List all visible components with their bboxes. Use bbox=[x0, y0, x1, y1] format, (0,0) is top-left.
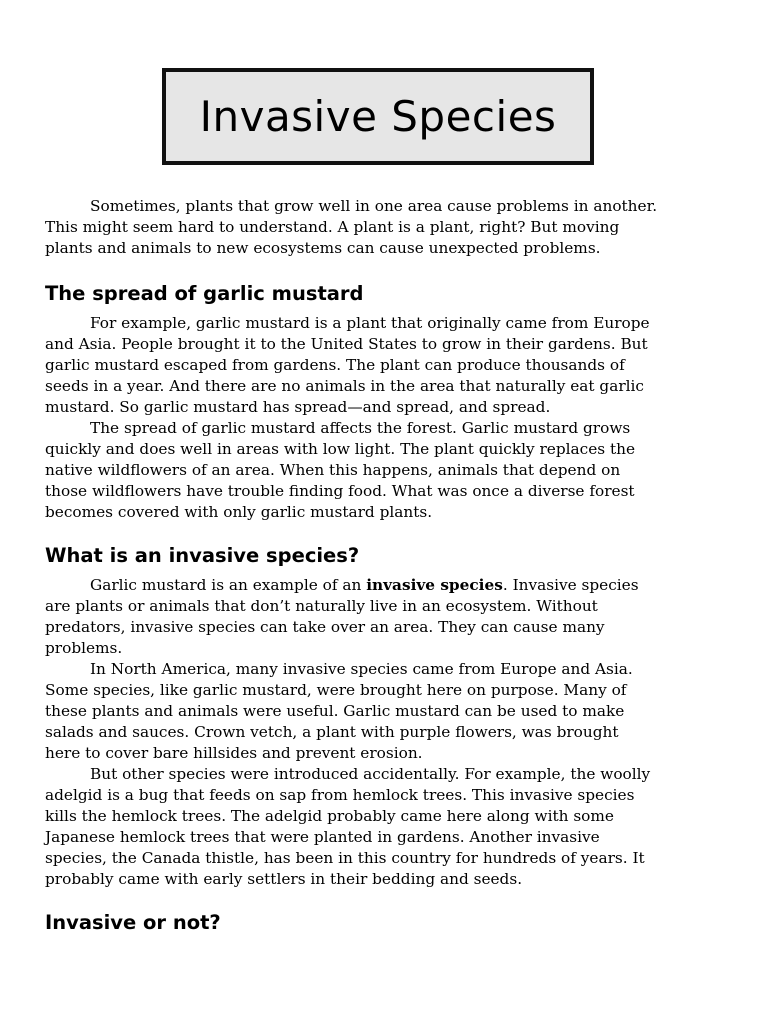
text-line: here to cover bare hillsides and prevent erosion. bbox=[45, 744, 423, 762]
document-body bbox=[45, 196, 725, 936]
text-line: This might seem hard to understand. A plant is a plant, right? But moving bbox=[45, 218, 620, 236]
bold-term: invasive species bbox=[366, 576, 503, 594]
title-box bbox=[162, 68, 594, 165]
text-line: and Asia. People brought it to the United States to grow in their gardens. But bbox=[45, 335, 648, 353]
text-line: probably came with early settlers in their bedding and seeds. bbox=[45, 870, 523, 888]
text-line: are plants or animals that don’t naturally live in an ecosystem. Without bbox=[45, 597, 598, 615]
garlic-mustard-paragraph-2 bbox=[45, 418, 725, 523]
section-heading-invasive-species: What is an invasive species? bbox=[45, 544, 360, 567]
intro-paragraph bbox=[45, 196, 725, 259]
text-line: But other species were introduced accidentally. For example, the woolly bbox=[90, 765, 651, 783]
text-line: kills the hemlock trees. The adelgid probably came here along with some bbox=[45, 807, 614, 825]
text-line: Sometimes, plants that grow well in one area cause problems in another. bbox=[90, 197, 658, 215]
text-line: species, the Canada thistle, has been in this country for hundreds of years. It bbox=[45, 849, 645, 867]
text-line: adelgid is a bug that feeds on sap from hemlock trees. This invasive species bbox=[45, 786, 635, 804]
garlic-mustard-paragraph-1 bbox=[45, 313, 725, 418]
text-line: Japanese hemlock trees that were planted in gardens. Another invasive bbox=[45, 828, 600, 846]
page-title: Invasive Species bbox=[199, 92, 557, 141]
text-line: Some species, like garlic mustard, were brought here on purpose. Many of bbox=[45, 681, 627, 699]
text-line: salads and sauces. Crown vetch, a plant with purple flowers, was brought bbox=[45, 723, 619, 741]
text-line: quickly and does well in areas with low light. The plant quickly replaces the bbox=[45, 440, 636, 458]
text-line: The spread of garlic mustard affects the forest. Garlic mustard grows bbox=[90, 419, 631, 437]
text-line: Garlic mustard is an example of an invasive species. Invasive species bbox=[90, 576, 639, 594]
text-line: problems. bbox=[45, 639, 123, 657]
text-line: becomes covered with only garlic mustard plants. bbox=[45, 503, 433, 521]
invasive-species-paragraph-3 bbox=[45, 764, 725, 890]
text-line: those wildflowers have trouble finding food. What was once a diverse forest bbox=[45, 482, 635, 500]
text-line: plants and animals to new ecosystems can cause unexpected problems. bbox=[45, 239, 601, 257]
text-line: these plants and animals were useful. Garlic mustard can be used to make bbox=[45, 702, 625, 720]
text-line: For example, garlic mustard is a plant that originally came from Europe bbox=[90, 314, 650, 332]
text-line: predators, invasive species can take over an area. They can cause many bbox=[45, 618, 605, 636]
text-line: native wildflowers of an area. When this happens, animals that depend on bbox=[45, 461, 621, 479]
text-line: garlic mustard escaped from gardens. The plant can produce thousands of bbox=[45, 356, 625, 374]
text-line: seeds in a year. And there are no animals in the area that naturally eat garlic bbox=[45, 377, 644, 395]
invasive-species-paragraph-2 bbox=[45, 659, 725, 764]
section-heading-garlic-mustard: The spread of garlic mustard bbox=[45, 282, 364, 305]
text-line: In North America, many invasive species came from Europe and Asia. bbox=[90, 660, 633, 678]
text-line: mustard. So garlic mustard has spread—and spread, and spread. bbox=[45, 398, 551, 416]
invasive-species-paragraph-1 bbox=[45, 575, 725, 659]
section-heading-invasive-or-not: Invasive or not? bbox=[45, 911, 221, 934]
